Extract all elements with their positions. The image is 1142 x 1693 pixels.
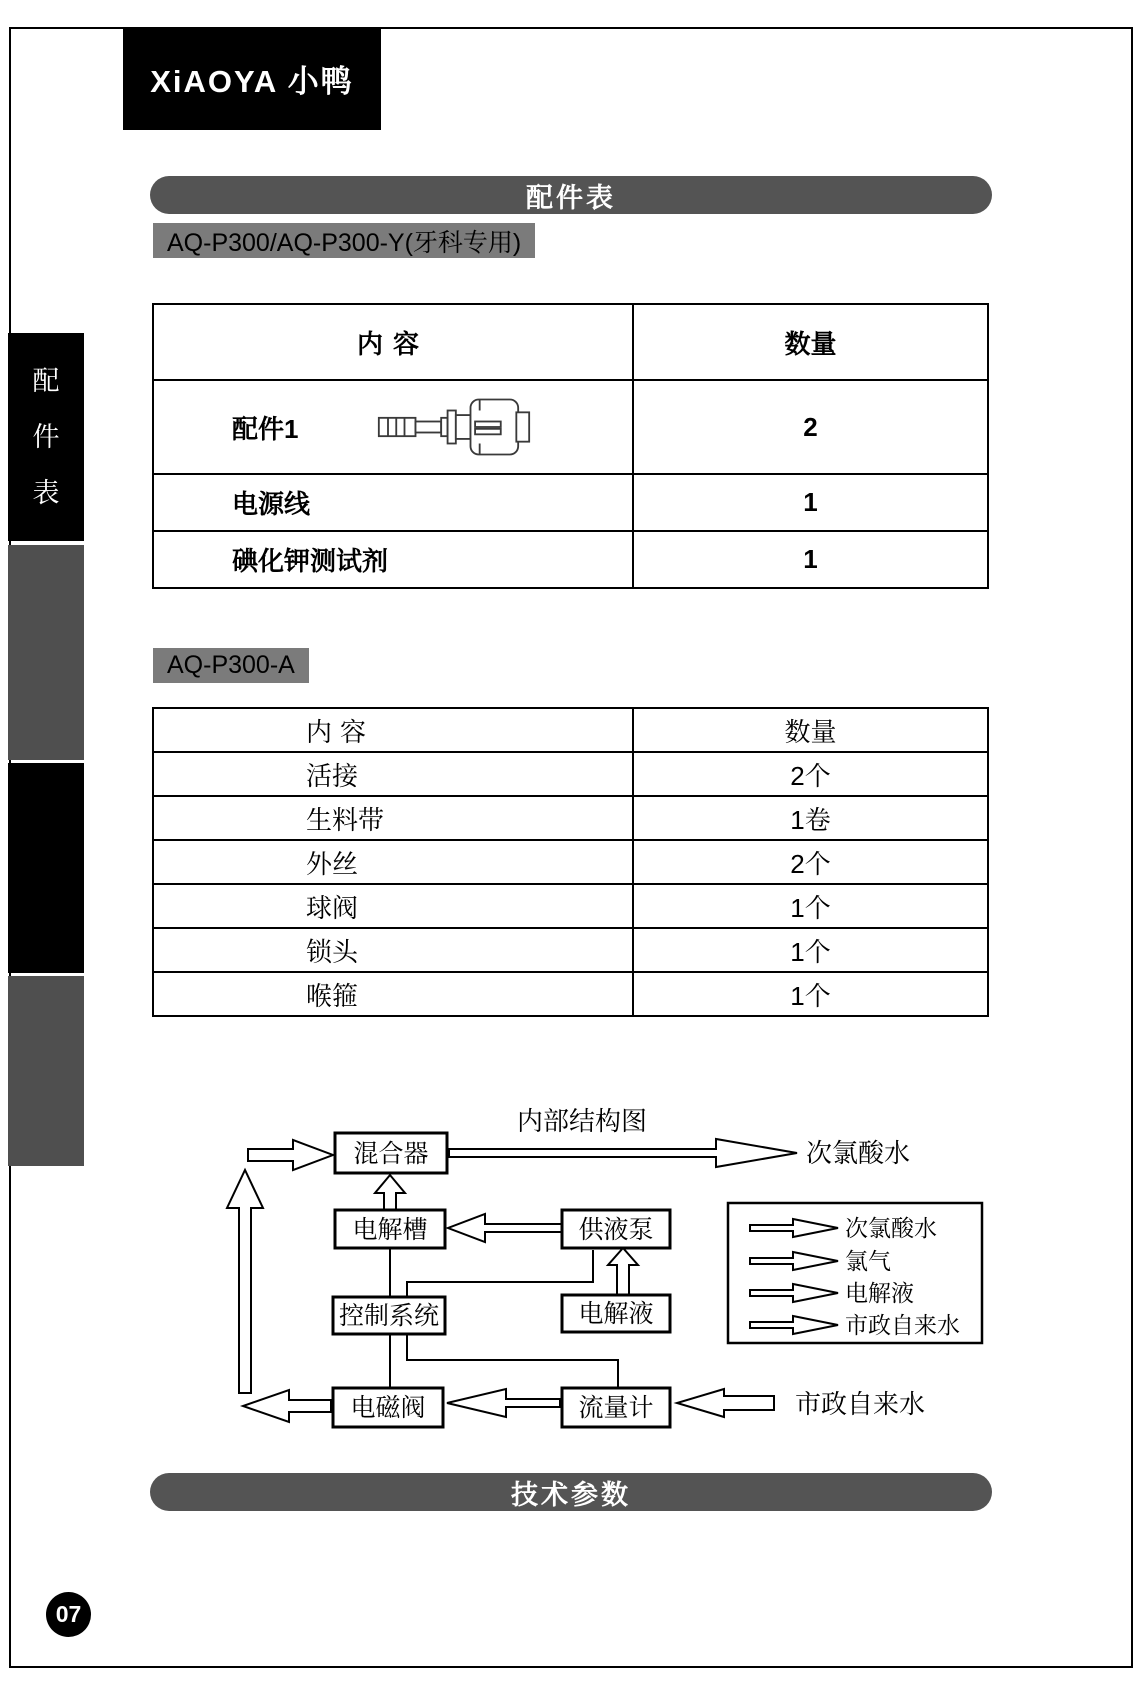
sidebar-block-gray-1 (8, 545, 84, 760)
table2-row (154, 839, 987, 883)
table2-header-quantity: 数量 (784, 716, 837, 747)
electrolyte-label: 电解液 (578, 1300, 654, 1328)
section-header-tech-params (150, 1473, 992, 1511)
legend-entry: 市政自来水 (845, 1312, 960, 1338)
table2-row (154, 927, 987, 971)
table1-header-content: 内容 (154, 305, 634, 379)
arrow-flowmeter-to-valve (447, 1389, 560, 1417)
brand-logo-text: XiAOYA 小鸭 (150, 64, 354, 99)
table2-header-content: 内容 (154, 709, 634, 751)
table2-cell-item: 活接 (154, 753, 634, 795)
arrow-valve-to-return (243, 1390, 331, 1422)
arrow-pump-to-tank (448, 1214, 562, 1242)
table1-cell-item: 碘化钾测试剂 (154, 532, 634, 587)
model-label-aqp300a (153, 648, 309, 683)
arrow-tank-to-mixer (375, 1175, 405, 1210)
table1-cell-qty: 1 (803, 487, 818, 517)
table2-cell-item: 球阀 (154, 885, 634, 927)
table2-cell-item: 喉箍 (154, 973, 634, 1015)
table2-cell-qty: 1个 (790, 892, 831, 923)
control-system-label: 控制系统 (338, 1302, 440, 1330)
table2-header-row (154, 709, 987, 751)
hose-fitting-illustration (368, 383, 540, 471)
electrolysis-tank-label: 电解槽 (352, 1216, 428, 1244)
diagram-title: 内部结构图 (516, 1106, 648, 1136)
table2-cell-item: 外丝 (154, 841, 634, 883)
sidebar-block-gray-2 (8, 976, 84, 1166)
sidebar-block-black-2 (8, 763, 84, 973)
solenoid-valve-label: 电磁阀 (350, 1394, 426, 1422)
table2-cell-qty: 1卷 (790, 804, 831, 835)
page-number-text: 07 (55, 1601, 82, 1627)
table2-row (154, 795, 987, 839)
table2-row (154, 883, 987, 927)
arrow-input-to-flowmeter (677, 1389, 774, 1417)
table2-cell-qty: 1个 (790, 980, 831, 1011)
section-header-accessories-label: 配件表 (526, 182, 616, 213)
line-control-to-flowmeter (407, 1334, 618, 1388)
supply-pump-label: 供液泵 (578, 1216, 654, 1244)
sidebar-tab-accessories (8, 333, 84, 541)
table1-cell-qty: 2 (803, 411, 818, 442)
arrow-electrolyte-to-pump (608, 1248, 638, 1295)
arrow-mixer-to-output (449, 1139, 797, 1167)
section-header-accessories (150, 176, 992, 214)
model-label-aqp300 (153, 223, 535, 258)
table2-cell-qty: 2个 (790, 848, 831, 879)
legend-entry: 次氯酸水 (845, 1215, 937, 1241)
table1-header-quantity: 数量 (784, 328, 837, 359)
table2-cell-qty: 1个 (790, 936, 831, 967)
table2-cell-qty: 2个 (790, 760, 831, 791)
mixer-label: 混合器 (353, 1140, 429, 1168)
model-label-aqp300a-text: AQ-P300-A (167, 651, 295, 679)
arrow-input-to-mixer (248, 1140, 333, 1170)
table1-cell-qty: 1 (803, 544, 818, 574)
output-water-label: 次氯酸水 (806, 1138, 911, 1168)
accessories-table-2 (152, 707, 989, 1017)
table1-cell-item (154, 381, 634, 473)
sidebar-tab-char: 配 (32, 366, 60, 396)
internal-structure-diagram (150, 1000, 1000, 1470)
table2-cell-item: 生料带 (154, 797, 634, 839)
line-control-to-pump (407, 1250, 593, 1297)
table2-cell-item: 锁头 (154, 929, 634, 971)
legend-entry: 氯气 (845, 1248, 891, 1274)
model-label-aqp300-text: AQ-P300/AQ-P300-Y(牙科专用) (167, 228, 522, 257)
arrow-return-up (227, 1170, 263, 1393)
table1-row-reagent (154, 530, 987, 587)
sidebar-tab-char: 件 (32, 422, 60, 452)
section-header-tech-params-label: 技术参数 (511, 1479, 631, 1510)
table2-row (154, 751, 987, 795)
flow-meter-label: 流量计 (578, 1394, 654, 1422)
sidebar-tab-char: 表 (32, 478, 60, 508)
page-number-badge (46, 1592, 91, 1637)
accessories-table-1 (152, 303, 989, 589)
brand-logo (123, 27, 381, 130)
legend-entry: 电解液 (845, 1280, 914, 1306)
item-label: 配件1 (232, 413, 299, 444)
table1-cell-item: 电源线 (154, 475, 634, 530)
input-water-label: 市政自来水 (795, 1389, 926, 1419)
table1-row-powercord (154, 473, 987, 530)
table1-row-fitting (154, 379, 987, 473)
table1-header-row (154, 305, 987, 379)
